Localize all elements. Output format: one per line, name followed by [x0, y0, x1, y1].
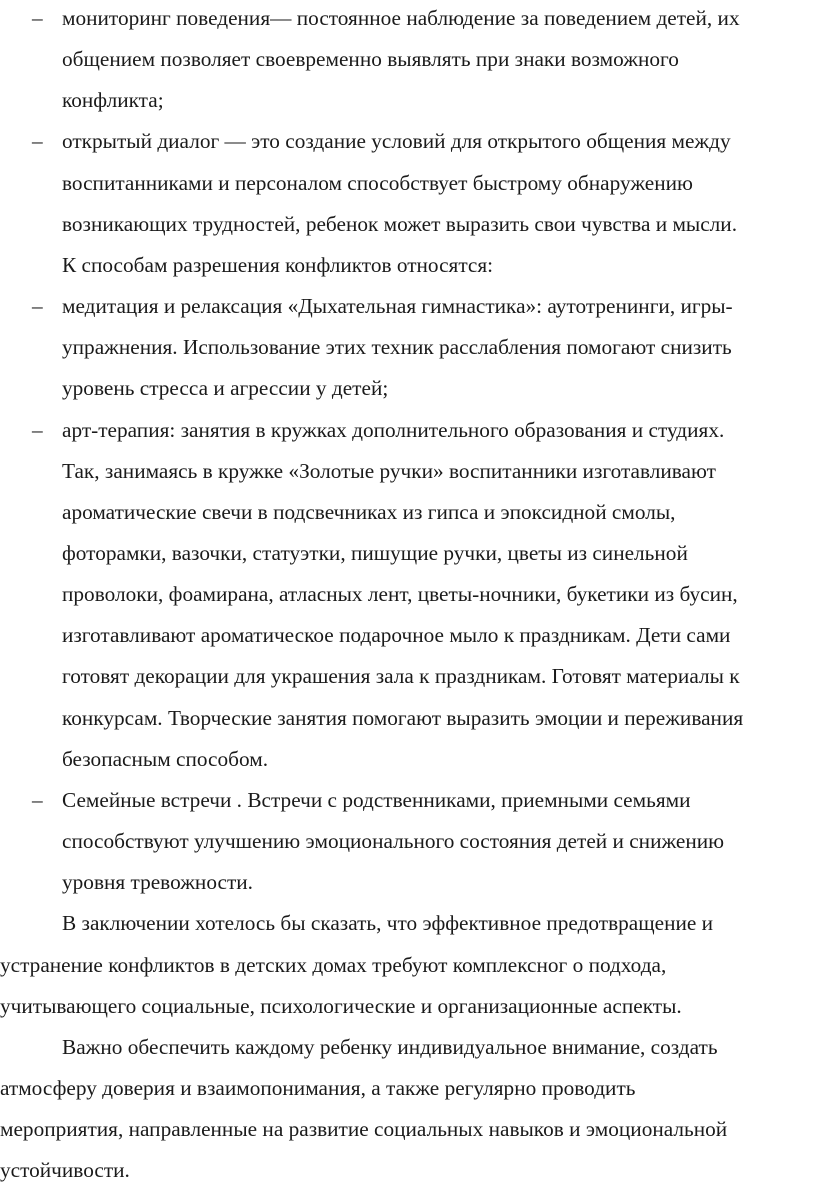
text-line: готовят декорации для украшения зала к праздникам. Готовят материалы к — [62, 664, 740, 688]
text-line: атмосферу доверия и взаимопонимания, а также регулярно проводить — [0, 1076, 636, 1100]
text-line: воспитанниками и персоналом способствует быстрому обнаружению — [62, 171, 693, 195]
text-line: открытый диалог — это создание условий для открытого общения между — [62, 129, 731, 153]
text-line: ароматические свечи в подсвечниках из гипса и эпоксидной смолы, — [62, 500, 676, 524]
text-line: проволоки, фоамирана, атласных лент, цветы-ночники, букетики из бусин, — [62, 582, 738, 606]
bullet-dash: – — [32, 294, 43, 318]
bullet-dash: – — [32, 6, 43, 30]
bullet-dash: – — [32, 788, 43, 812]
text-line: Семейные встречи . Встречи с родственниками, приемными семьями — [62, 788, 691, 812]
text-line: арт-терапия: занятия в кружках дополнительного образования и студиях. — [62, 418, 725, 442]
text-line: Так, занимаясь в кружке «Золотые ручки» воспитанники изготавливают — [62, 459, 716, 483]
text-line: уровень стресса и агрессии у детей; — [62, 376, 389, 400]
text-line: способствуют улучшению эмоционального состояния детей и снижению — [62, 829, 725, 853]
text-line: медитация и релаксация «Дыхательная гимнастика»: аутотренинги, игры- — [62, 294, 733, 318]
text-line: Важно обеспечить каждому ребенку индивидуальное внимание, создать — [62, 1035, 718, 1059]
text-line: возникающих трудностей, ребенок может выразить свои чувства и мысли. — [62, 212, 738, 236]
text-line: К способам разрешения конфликтов относятся: — [62, 253, 494, 277]
text-line: изготавливают ароматическое подарочное мыло к праздникам. Дети сами — [62, 623, 731, 647]
text-line: фоторамки, вазочки, статуэтки, пишущие ручки, цветы из синельной — [62, 541, 688, 565]
text-line: устранение конфликтов в детских домах требуют комплексног о подхода, — [0, 953, 667, 977]
text-line: учитывающего социальные, психологические и организационные аспекты. — [0, 994, 682, 1018]
text-line: конфликта; — [62, 88, 164, 112]
text-line: общением позволяет своевременно выявлять при знаки возможного — [62, 47, 679, 71]
text-line: мониторинг поведения— постоянное наблюдение за поведением детей, их — [62, 6, 740, 30]
text-line: упражнения. Использование этих техник расслабления помогают снизить — [62, 335, 732, 359]
text-line: мероприятия, направленные на развитие социальных навыков и эмоциональной — [0, 1117, 728, 1141]
bullet-dash: – — [32, 418, 43, 442]
text-line: устойчивости. — [0, 1158, 130, 1182]
text-line: В заключении хотелось бы сказать, что эффективное предотвращение и — [62, 911, 714, 935]
bullet-dash: – — [32, 129, 43, 153]
text-line: уровня тревожности. — [62, 870, 253, 894]
text-line: безопасным способом. — [62, 747, 269, 771]
text-line: конкурсам. Творческие занятия помогают выразить эмоции и переживания — [62, 706, 744, 730]
